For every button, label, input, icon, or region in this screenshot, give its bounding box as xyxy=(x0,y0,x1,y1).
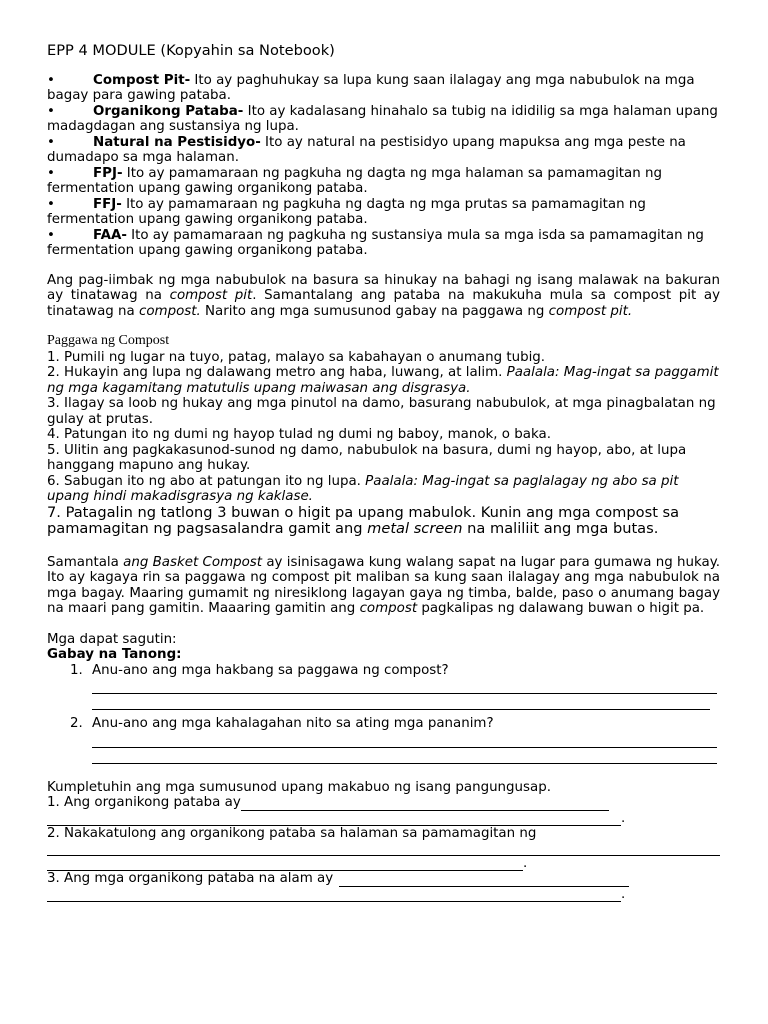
question-item: 1. Anu-ano ang mga hakbang sa paggawa ng compost? xyxy=(70,662,449,678)
step-item: 1. Pumili ng lugar na tuyo, patag, malayo sa kabahayan o anumang tubig. xyxy=(47,349,546,365)
definition-term: FFJ- xyxy=(93,196,122,212)
step-item: 4. Patungan ito ng dumi ng hayop tulad ng dumi ng baboy, manok, o baka. xyxy=(47,427,551,442)
fill-blank[interactable] xyxy=(241,797,609,811)
procedure-heading: Paggawa ng Compost xyxy=(47,333,170,348)
definition-item xyxy=(47,135,720,166)
step-note: Paalala: Mag-ingat sa paggamit ng mga kagamitang matutulis upang maiwasan ang disgrasya. xyxy=(47,365,719,396)
completion-item: . xyxy=(47,811,720,827)
step-note: Paalala: Mag-ingat sa paglalagay ng abo sa pit upang hindi makadisgrasya ng kaklase. xyxy=(47,473,679,504)
step-item: 3. Ilagay sa loob ng hukay ang mga pinutol na damo, basurang nabubulok, at mga pinagbalatan ng gulay at prutas. xyxy=(47,396,716,427)
completion-instruction: Kumpletuhin ang mga sumusunod upang makabuo ng isang pangungusap. xyxy=(47,779,551,795)
definition-term: FAA- xyxy=(93,227,127,243)
fill-blank[interactable] xyxy=(339,873,629,887)
completion-item: 1. Ang organikong pataba ay xyxy=(47,795,720,811)
definition-text: Ito ay paghuhukay sa lupa kung saan ilalagay ang mga nabubulok na mga bagay para gawing pataba. xyxy=(47,72,695,103)
question-item: 2. Anu-ano ang mga kahalagahan nito sa ating mga pananim? xyxy=(70,716,494,731)
step-item: 2. Hukayin ang lupa ng dalawang metro ang haba, luwang, at lalim. Paalala: Mag-ingat sa paggamit ng mga kagamitang matutulis upang maiwasan ang disgrasya. xyxy=(47,365,719,396)
definition-item xyxy=(47,166,720,197)
fill-blank[interactable] xyxy=(47,842,720,856)
fill-blank[interactable] xyxy=(47,888,621,902)
definition-list xyxy=(47,73,720,259)
bullet-icon: • xyxy=(47,165,55,181)
fill-blank[interactable] xyxy=(47,812,621,826)
questions-heading: Gabay na Tanong: xyxy=(47,647,182,662)
completion-item: 2. Nakakatulong ang organikong pataba sa halaman sa pamamagitan ng xyxy=(47,826,537,841)
definition-term: Compost Pit- xyxy=(93,72,191,88)
definition-text: Ito ay pamamaraan ng pagkuha ng sustansiya mula sa mga isda sa pamamagitan ng fermentation upang gawing organikong pataba. xyxy=(47,227,704,258)
procedure-steps xyxy=(47,350,720,538)
module-title: EPP 4 MODULE (Kopyahin sa Notebook) xyxy=(47,42,335,59)
definition-term: Organikong Pataba- xyxy=(93,103,244,119)
completion-item: 3. Ang mga organikong pataba na alam ay xyxy=(47,871,720,887)
intro-paragraph: Ang pag-iimbak ng mga nabubulok na basura sa hinukay na bahagi ng isang malawak na bakuran ay tinatawag na compost pit. Samantalang ang pataba na makukuha mula sa compost pit ay tinatawag na compost. Narito ang mga sumusunod gabay na paggawa ng compost pit. xyxy=(47,272,720,319)
definition-term: FPJ- xyxy=(93,165,123,181)
answer-line[interactable] xyxy=(92,694,710,710)
questions-lead: Mga dapat sagutin: xyxy=(47,631,177,647)
answer-line[interactable] xyxy=(92,748,717,764)
bullet-icon: • xyxy=(47,103,55,119)
definition-text: Ito ay pamamaraan ng pagkuha ng dagta ng mga prutas sa pamamagitan ng fermentation upang gawing organikong pataba. xyxy=(47,196,646,227)
definition-text: Ito ay pamamaraan ng pagkuha ng dagta ng mga halaman sa pamamagitan ng fermentation upang gawing organikong pataba. xyxy=(47,165,662,196)
bullet-icon: • xyxy=(47,227,55,243)
module-page xyxy=(47,43,720,902)
step-item: 5. Ulitin ang pagkakasunod-sunod ng damo, nabubulok na basura, dumi ng hayop, abo, at lupa hanggang mapuno ang hukay. xyxy=(47,442,687,473)
definition-item xyxy=(47,197,720,228)
definition-text: Ito ay natural na pestisidyo upang mapuksa ang mga peste na dumadapo sa mga halaman. xyxy=(47,134,686,165)
definition-item xyxy=(47,73,720,104)
fill-blank[interactable] xyxy=(47,857,523,871)
definition-item xyxy=(47,228,720,259)
completion-item: . xyxy=(47,856,720,872)
definition-term: Natural na Pestisidyo- xyxy=(93,134,261,150)
completion-item: . xyxy=(47,887,720,903)
step-item: 6. Sabugan ito ng abo at patungan ito ng lupa. Paalala: Mag-ingat sa paglalagay ng abo sa pit upang hindi makadisgrasya ng kaklase. xyxy=(47,473,679,504)
bullet-icon: • xyxy=(47,134,55,150)
definition-text: Ito ay kadalasang hinahalo sa tubig na ididilig sa mga halaman upang madagdagan ang sustansiya ng lupa. xyxy=(47,103,718,134)
bullet-icon: • xyxy=(47,196,55,212)
step-item: 7. Patagalin ng tatlong 3 buwan o higit pa upang mabulok. Kunin ang mga compost sa pamamagitan ng pagsasalandra gamit ang metal screen na maliliit ang mga butas. xyxy=(47,503,680,537)
definition-item xyxy=(47,104,720,135)
completion-item xyxy=(47,842,720,856)
answer-line[interactable] xyxy=(92,732,717,748)
answer-line[interactable] xyxy=(92,678,717,694)
bullet-icon: • xyxy=(47,72,55,88)
basket-paragraph: Samantala ang Basket Compost ay isinisagawa kung walang sapat na lugar para gumawa ng hukay. Ito ay kagaya rin sa paggawa ng compost pit maliban sa kung saan ilalagay ang mga nabubulok na mga bagay. Maaring gumamit ng niresiklong lagayan gaya ng timba, balde, paso o anumang bagay na maari pang gamitin. Maaaring gamitin ang compost pagkalipas ng dalawang buwan o higit pa. xyxy=(47,554,720,616)
